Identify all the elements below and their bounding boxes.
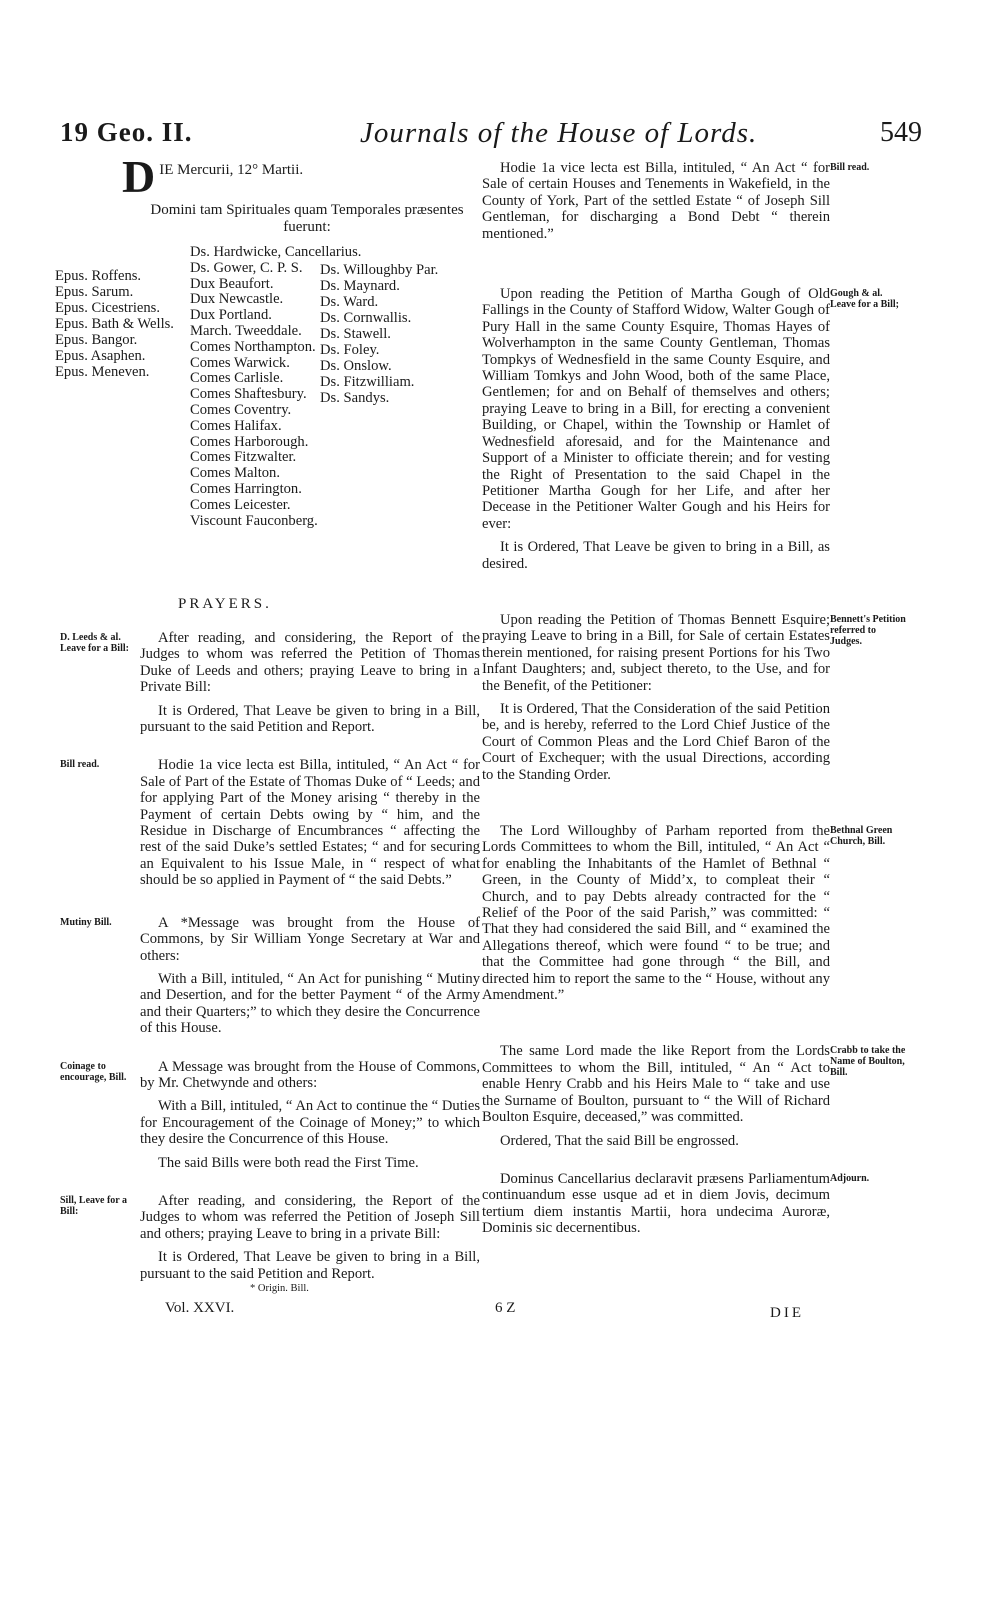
margin-note: D. Leeds & al. Leave for a Bill:: [60, 632, 129, 654]
entry-paragraph: Hodie 1a vice lecta est Billa, intituled, “ An Act “ for Sale of certain Houses and Tenements in Wakefield, in the County of York, Part of the settled Estate “ of Joseph Sill Gentleman, for discharging a Bond Debt “ therein mentioned.”: [482, 160, 830, 242]
entry-paragraph: After reading, and considering, the Report of the Judges to whom was referred the Petition of Thomas Duke of Leeds and others; praying Leave to bring in a Private Bill:: [140, 630, 480, 696]
journal-title: Journals of the House of Lords.: [360, 117, 758, 149]
lord-entry: Ds. Onslow.: [320, 358, 392, 374]
opening-block: [122, 151, 482, 236]
lord-entry: Comes Leicester.: [190, 496, 291, 513]
prayers-heading: PRAYERS.: [178, 596, 272, 612]
lord-entry: March. Tweeddale.: [190, 322, 302, 339]
entry: [140, 630, 480, 735]
lord-entry: Comes Harrington.: [190, 480, 302, 497]
entry: [140, 1193, 480, 1282]
entry: [482, 823, 830, 1003]
entry-paragraph: The Lord Willoughby of Parham reported from the Lords Committees to whom the Bill, intituled, “ An Act “ for enabling the Inhabitants of the Hamlet of Bethnal “ Green, in the County of Midd’x, to compleat their “ Church, and to pay Debts already contracted for the “ Relief of the Poor of the said Parish,” was committed: “ That they had considered the said Bill, and “ examined the Allegations thereof, which were found “ to be true; and that the Committee had gone through “ the Bill, and directed him to report the same to the “ House, without any Amendment.”: [482, 823, 830, 1004]
entry-paragraph: It is Ordered, That Leave be given to bring in a Bill, pursuant to the said Petition and Report.: [140, 702, 480, 736]
margin-note: Sill, Leave for a Bill:: [60, 1195, 128, 1217]
lord-entry: Comes Shaftesbury.: [190, 386, 307, 403]
entry: [482, 612, 830, 783]
barons-list: [320, 262, 470, 406]
lord-entry: Dux Newcastle.: [190, 291, 284, 308]
entry: [140, 1059, 480, 1171]
entry-paragraph: It is Ordered, That Leave be given to bring in a Bill, pursuant to the said Petition and Report.: [140, 1249, 480, 1282]
lord-entry: Ds. Sandys.: [320, 390, 390, 406]
catchword: DIE: [770, 1305, 804, 1321]
lord-entry: Ds. Ward.: [320, 294, 379, 310]
lord-entry: Epus. Roffens.: [55, 268, 142, 284]
lord-entry: Comes Halifax.: [190, 417, 282, 434]
entry-paragraph: After reading, and considering, the Report of the Judges to whom was referred the Petition of Joseph Sill and others; praying Leave to bring in a private Bill:: [140, 1192, 480, 1242]
entry-paragraph: A *Message was brought from the House of Commons, by Sir William Yonge Secretary at War and others:: [140, 914, 480, 964]
lord-entry: Comes Fitzwalter.: [190, 449, 297, 466]
signature-mark: 6 Z: [495, 1300, 516, 1316]
entry-paragraph: The said Bills were both read the First Time.: [158, 1154, 419, 1171]
lord-entry: Dux Beaufort.: [190, 275, 274, 292]
sitting-date: IE Mercurii, 12° Martii.: [159, 162, 304, 178]
margin-note: Bennett's Petition referred to Judges.: [830, 614, 906, 647]
entry: [140, 757, 480, 888]
entry: [482, 1171, 830, 1237]
lord-entry: Ds. Hardwicke, Cancellarius.: [190, 244, 362, 260]
lord-entry: Ds. Fitzwilliam.: [320, 374, 415, 390]
lord-entry: Epus. Bath & Wells.: [55, 316, 174, 332]
lord-entry: Ds. Maynard.: [320, 278, 400, 294]
right-column: [482, 160, 830, 1259]
lord-entry: Epus. Bangor.: [55, 332, 138, 348]
margin-note: Gough & al. Leave for a Bill;: [830, 288, 899, 310]
entry-paragraph: The same Lord made the like Report from the Lords Committees to whom the Bill, intituled, “ An “ Act to enable Henry Crabb and his Heirs Male to “ take and use the Surname of Boulton, pursuant to “ the Will of Richard Boulton Esquire, deceased,” was committed.: [482, 1043, 830, 1126]
lord-entry: Comes Carlisle.: [190, 370, 284, 387]
entry-paragraph: Ordered, That the said Bill be engrossed.: [500, 1132, 739, 1149]
entry-paragraph: Hodie 1a vice lecta est Billa, intituled, “ An Act “ for Sale of Part of the Estate of Thomas Duke of “ Leeds; and for applying Part of the Money arising “ thereby in the Payment of certain Debts owing by “ him, and the Residue in Discharge of Encumbrances “ affecting the rest of the said Duke’s settled Estates; “ and for securing an Equivalent to his Issue Male, in “ respect of what should be so applied in Payment of “ the said Debts.”: [140, 757, 480, 889]
entry-paragraph: Dominus Cancellarius declaravit præsens Parliamentum continuandum esse usque ad et in diem Jovis, decimum tertium diem instantis Martii, hora undecima Auroræ, Dominis sic decernentibus.: [482, 1170, 830, 1237]
lord-entry: Comes Malton.: [190, 465, 280, 482]
entry-paragraph: With a Bill, intituled, “ An Act for punishing “ Mutiny and Desertion, and for the better Payment “ of the Army and their Quarters;” to which they desire the Concurrence of this House.: [140, 970, 480, 1037]
margin-note: Mutiny Bill.: [60, 917, 112, 928]
entry-paragraph: It is Ordered, That the Consideration of the said Petition be, and is hereby, referred to the Lord Chief Justice of the Court of Common Pleas and the Lord Chief Baron of the Court of Exchequer; with the usual Directions, according to the Standing Order.: [482, 700, 830, 783]
lord-entry: Comes Northampton.: [190, 338, 316, 355]
margin-note: Bill read.: [60, 759, 100, 770]
lord-entry: Ds. Cornwallis.: [320, 310, 412, 326]
drop-cap: D: [122, 151, 156, 202]
entry-paragraph: It is Ordered, That Leave be given to bring in a Bill, as desired.: [482, 539, 830, 572]
entry-paragraph: Upon reading the Petition of Thomas Bennett Esquire; praying Leave to bring in a Bill, for Sale of certain Estates therein mentioned, for raising present Portions for his Two Infant Daughters; and, subject thereto, to the Use, and for the Benefit, of the Petitioner:: [482, 611, 830, 694]
volume-label: Vol. XXVI.: [165, 1300, 235, 1316]
entry: [482, 160, 830, 242]
margin-note: Bethnal Green Church, Bill.: [830, 825, 893, 847]
entry-paragraph: With a Bill, intituled, “ An Act to continue the “ Duties for Encouragement of the Coinage of Money;” to which they desire the Concurrence of this House.: [140, 1098, 480, 1148]
lord-entry: Comes Harborough.: [190, 433, 309, 450]
lord-entry: Ds. Gower, C. P. S.: [190, 259, 303, 276]
lord-entry: Ds. Stawell.: [320, 326, 391, 342]
lord-entry: Epus. Sarum.: [55, 284, 134, 300]
entry-paragraph: Upon reading the Petition of Martha Gough of Old Fallings in the County of Stafford Widow, Walter Gough of Pury Hall in the same County Esquire, Thomas Hayes of Wolverhampton in the same County Gentleman, Thomas Tompkys of Wednesfield in the same County Esquire, and William Tomkys and John Wood, both of the same Place, Gentlemen; for and on Behalf of themselves and others; praying Leave to bring in a Bill, for erecting a convenient Building, or Chapel, within the Township or Hamlet of Wednesfield aforesaid, and for the Maintenance and Support of a Minister to officiate therein; and for vesting the Right of Presentation to the said Chapel in the Petitioner Martha Gough for her Life, and after her Decease in the Petitioner Walter Gough and his Heirs for ever:: [482, 286, 830, 532]
lord-entry: Epus. Meneven.: [55, 364, 150, 380]
bishops-list: [55, 268, 185, 380]
footnote: * Origin. Bill.: [250, 1283, 309, 1294]
regnal-year: 19 Geo. II.: [60, 117, 193, 147]
lord-entry: Dux Portland.: [190, 307, 272, 324]
margin-note: Crabb to take the Name of Boulton, Bill.: [830, 1045, 906, 1078]
page-number: 549: [880, 117, 922, 148]
margin-note: Coinage to encourage, Bill.: [60, 1061, 127, 1083]
entry: [482, 286, 830, 572]
lord-entry: Epus. Asaphen.: [55, 348, 146, 364]
lord-entry: Comes Coventry.: [190, 401, 292, 418]
lord-entry: Viscount Fauconberg.: [190, 512, 318, 529]
entry: [140, 915, 480, 1037]
lord-entry: Ds. Willoughby Par.: [320, 262, 439, 278]
lord-entry: Ds. Foley.: [320, 342, 380, 358]
lord-entry: Comes Warwick.: [190, 354, 290, 371]
left-column: [140, 630, 480, 1304]
present-line: Domini tam Spirituales quam Temporales præsentes fuerunt:: [150, 202, 464, 235]
lord-entry: Epus. Cicestriens.: [55, 300, 160, 316]
entry: [482, 1043, 830, 1148]
margin-note: Bill read.: [830, 162, 870, 173]
margin-note: Adjourn.: [830, 1173, 870, 1184]
entry-paragraph: A Message was brought from the House of Commons, by Mr. Chetwynde and others:: [140, 1058, 480, 1091]
